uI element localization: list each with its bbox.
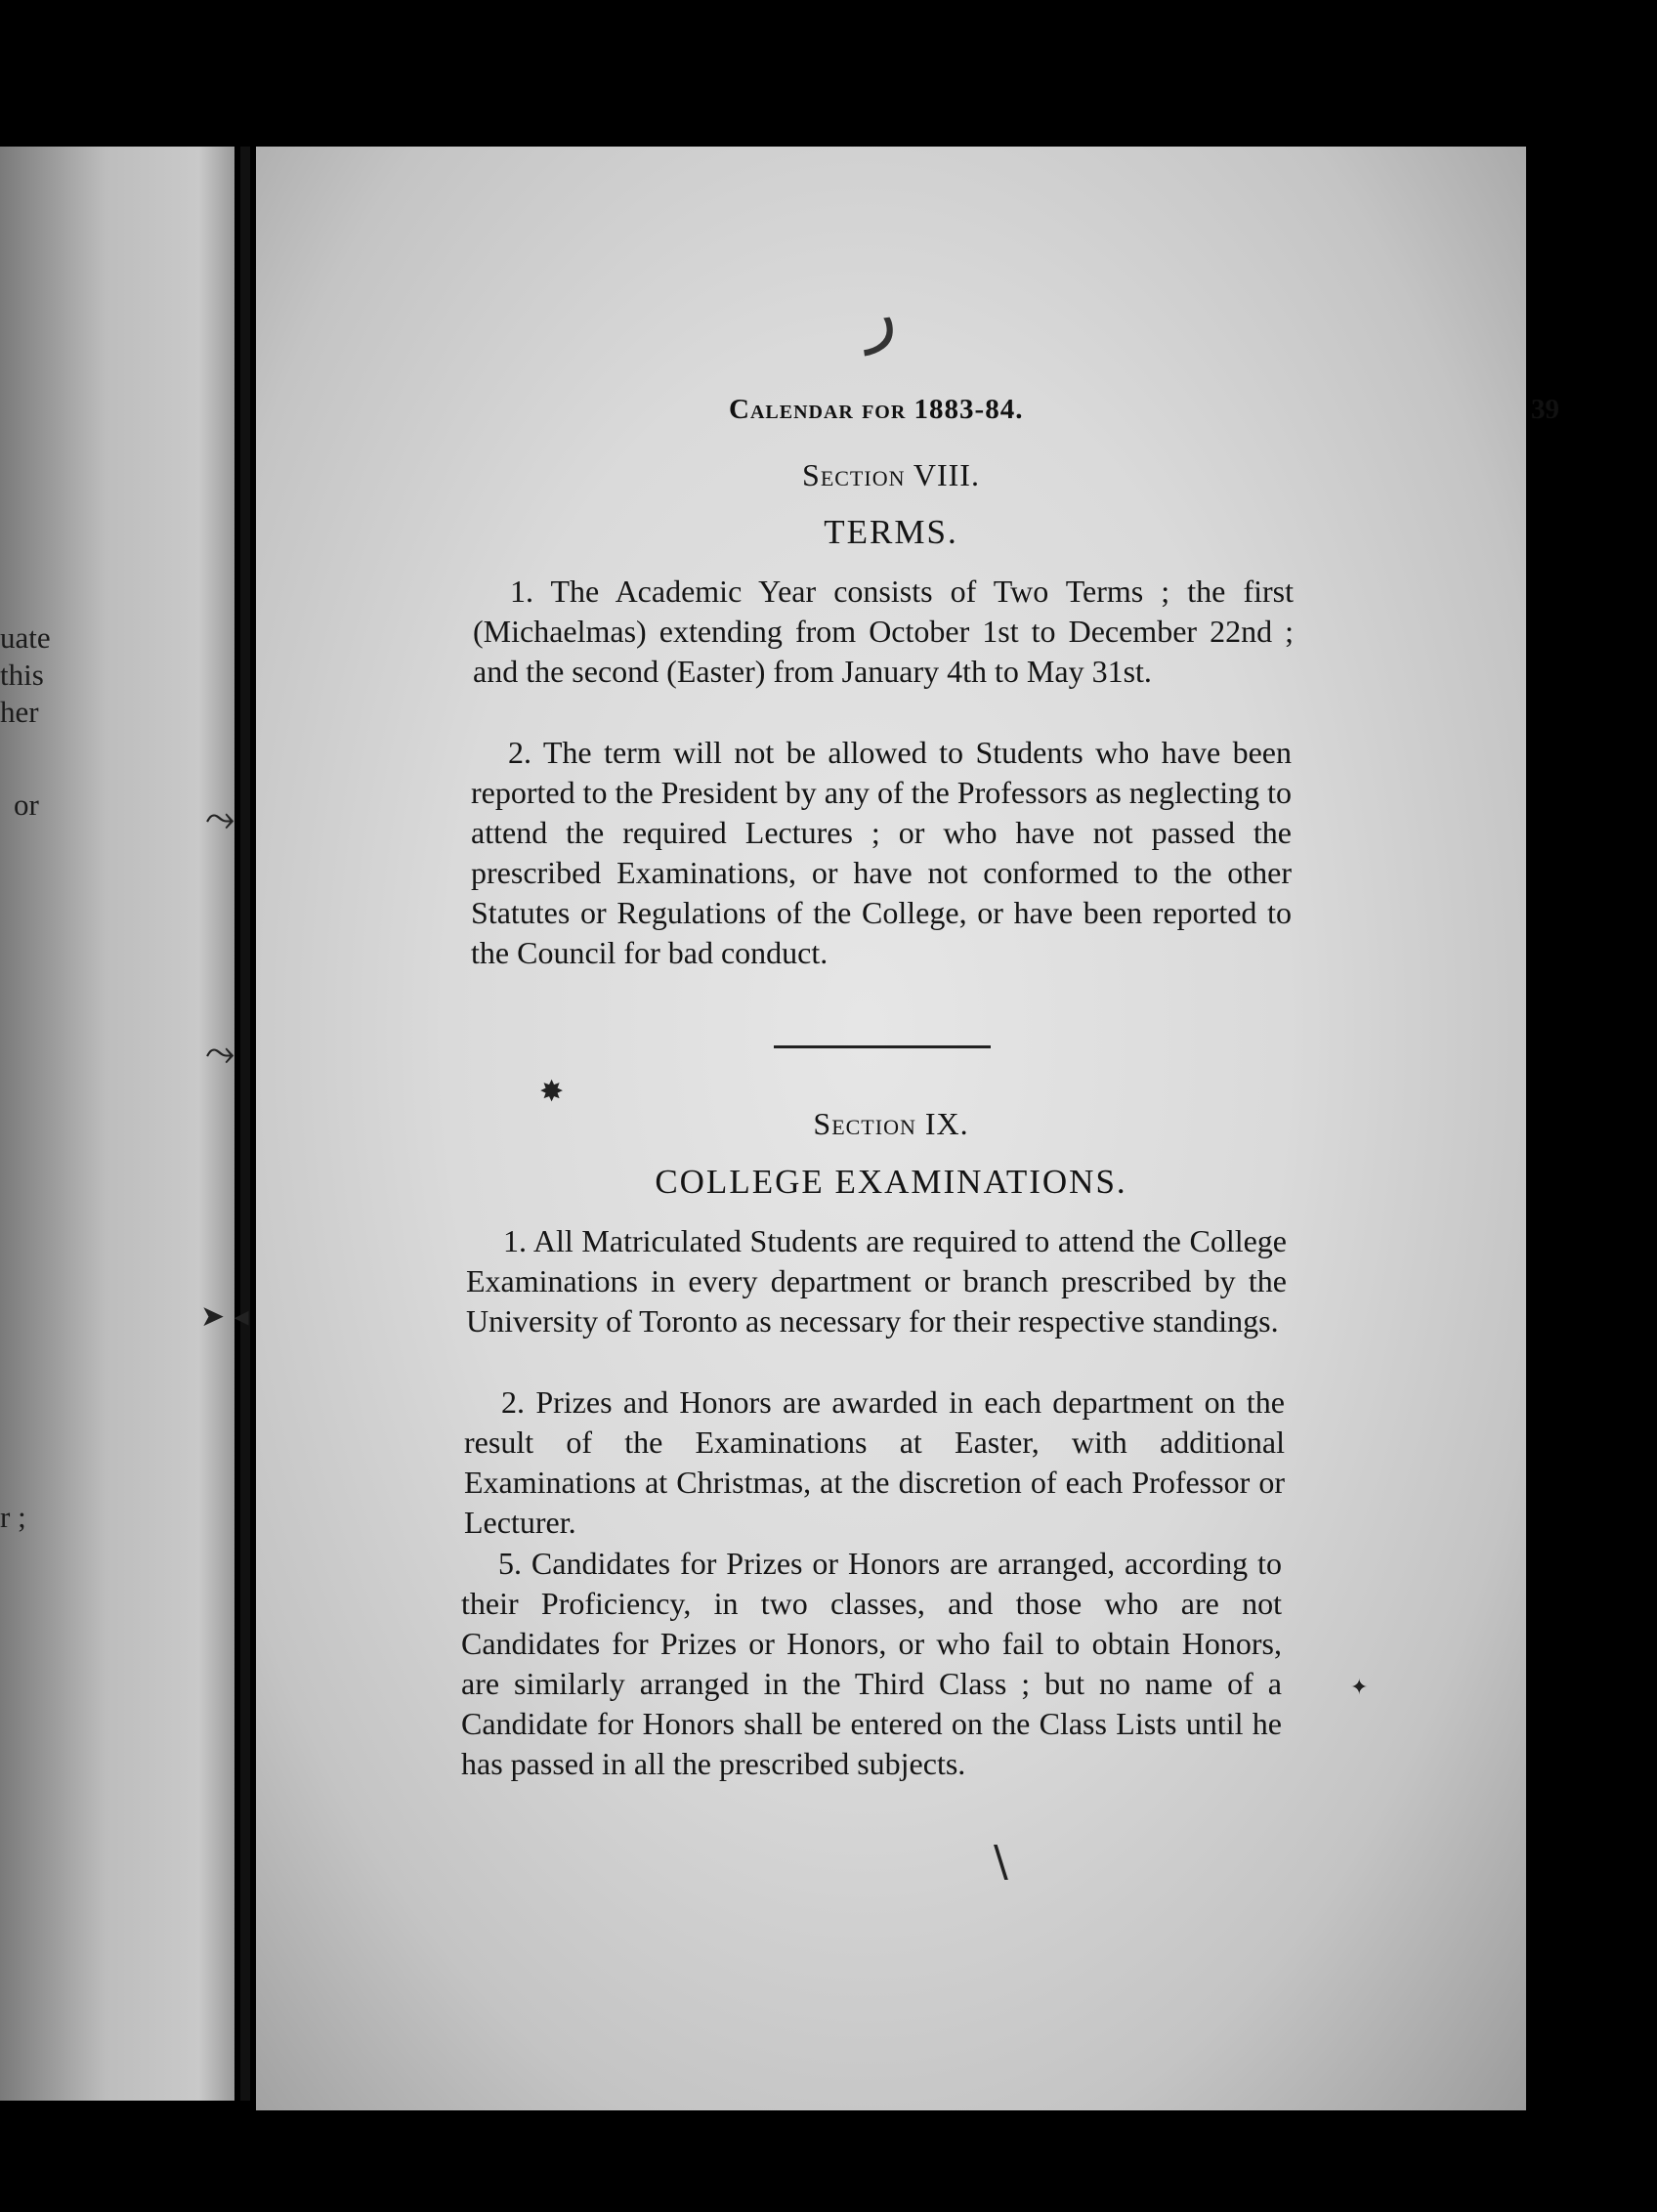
section-9-paragraph-2: 2. Prizes and Honors are awarded in each department on the result of the Examinations at Easter, with additional Examinations at Christmas, at the discretion of each Professor or Lecturer. <box>464 1384 1285 1540</box>
section-9-paragraph-3: 5. Candidates for Prizes or Honors are arranged, according to their Proficiency, in two classes, and those who are not Candidates for Prizes or Honors, or who fail to obtain Honors, are similarly arranged in the Third Class ; but no name of a Candidate for Honors shall be entered on the Class Lists until he has passed in all the prescribed subjects. <box>461 1546 1282 1781</box>
section-8-title: TERMS. <box>824 513 958 551</box>
running-title: Calendar for 1883-84. <box>729 394 1024 425</box>
page-header <box>729 394 1559 443</box>
section-8-paragraph-1: 1. The Academic Year consists of Two Terms ; the first (Michaelmas) extending from October 1st to December 22nd ; and the second (Easter) from January 4th to May 31st. <box>473 574 1294 689</box>
section-9-label: Section IX. <box>813 1106 969 1141</box>
stitch-arrow-icon: ⤳ <box>205 796 235 839</box>
section-8-label: Section VIII. <box>802 457 980 492</box>
left-page-fragment: uate <box>0 620 51 655</box>
stitch-arrow-icon: ➤ ◂ <box>200 1299 249 1334</box>
margin-mark-icon: ✦ <box>1350 1676 1369 1700</box>
left-page-fragment: r ; <box>0 1500 26 1534</box>
page-number: 39 <box>1531 394 1559 425</box>
book-gutter <box>240 147 250 2101</box>
handwritten-mark-icon: ر <box>856 272 901 356</box>
left-page-fragment: her <box>0 695 39 729</box>
left-page-fragment: this <box>0 658 44 692</box>
pencil-stroke-icon: \ <box>994 1837 1008 1887</box>
section-8-paragraph-2: 2. The term will not be allowed to Students who have been reported to the President by any of the Professors as neglecting to attend the required Lectures ; or who have not passed the prescribed Examinations, or have not conformed to the other Statutes or Regulations of the College, or have been reported to the Council for bad conduct. <box>471 735 1292 970</box>
document-page <box>256 147 1559 2110</box>
left-page-fragment: or <box>14 787 39 822</box>
section-9-title: COLLEGE EXAMINATIONS. <box>655 1163 1127 1201</box>
section-divider <box>774 1045 991 1048</box>
stitch-arrow-icon: ⤳ <box>205 1031 235 1074</box>
section-9-paragraph-1: 1. All Matriculated Students are required to attend the College Examinations in every department or branch prescribed by the University of Toronto as necessary for their respective standings. <box>466 1223 1287 1339</box>
ink-blot-icon: ✸ <box>539 1075 565 1109</box>
left-facing-page <box>0 147 234 2101</box>
